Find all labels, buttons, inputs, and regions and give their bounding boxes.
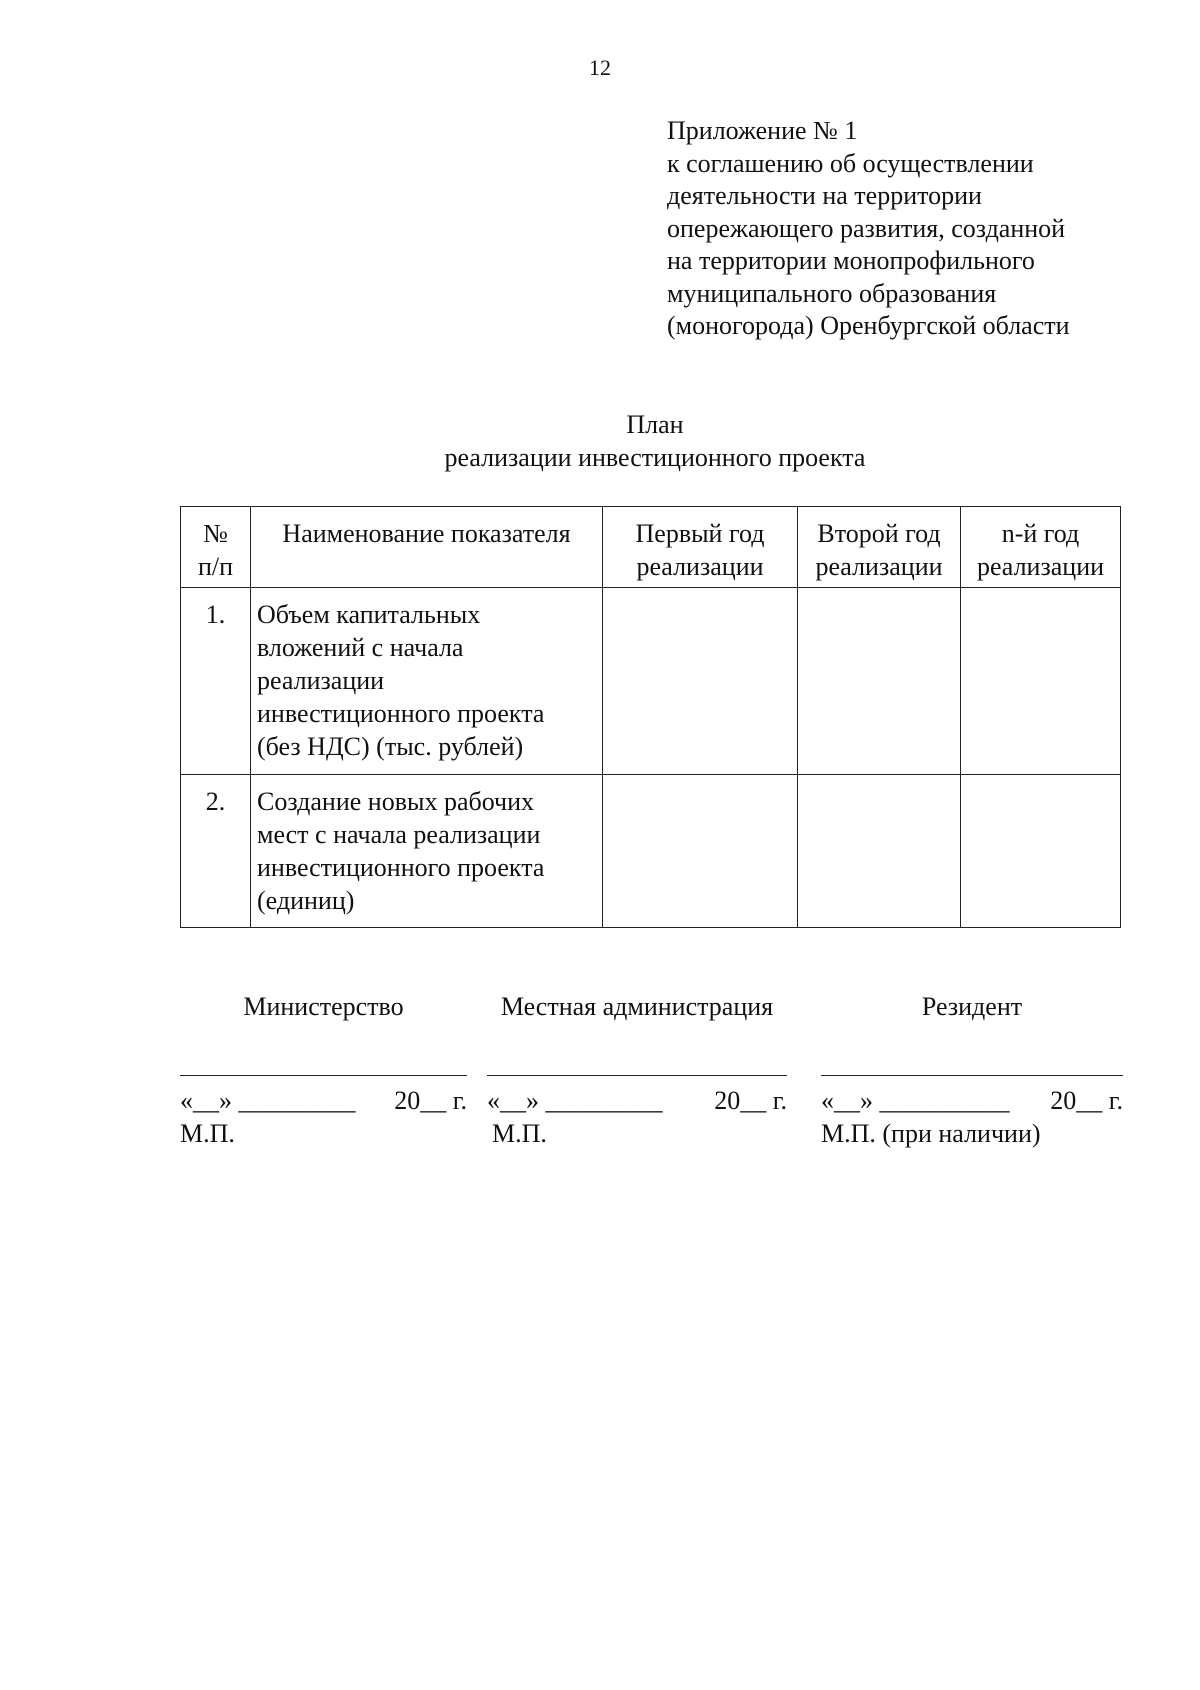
signature-resident [821,990,1123,1150]
row-indicator-name [251,775,603,928]
date-right: 20__ г. [714,1086,787,1115]
cell-second-year [798,775,961,928]
header-first-year [603,507,798,588]
document-title [0,408,1200,474]
header-nth-year [961,507,1121,588]
date-left: «__» _________ [487,1086,663,1115]
seal-label: М.П. (при наличии) [821,1119,1041,1148]
signature-date [821,1084,1123,1117]
header-second-year [798,507,961,588]
appendix-line: к соглашению об осуществлении [667,148,1034,178]
appendix-line: (моногорода) Оренбургской области [667,311,1070,340]
indicator-line: Создание новых рабочих [257,787,535,816]
cell-first-year [603,775,798,928]
seal-label: М.П. [180,1119,235,1148]
signature-party: Министерство [243,992,404,1021]
title-line-2: реализации инвестиционного проекта [444,443,866,472]
signature-line [487,1075,787,1076]
row-number: 1. [181,588,251,775]
appendix-line: Приложение № 1 [667,116,858,145]
date-left: «__» __________ [821,1086,1010,1115]
signature-date [487,1084,787,1117]
cell-second-year [798,588,961,775]
signature-party: Резидент [921,992,1023,1021]
plan-table [180,506,1121,928]
indicator-line: реализации [257,666,385,695]
table-row [181,588,1121,775]
header-name-line: Наименование показателя [282,519,571,548]
header-yearn-line: n-й год [1001,519,1080,548]
header-year1-line: реализации [636,552,764,581]
indicator-line: мест с начала реализации [257,820,541,849]
signature-line [821,1075,1123,1076]
signature-date [180,1084,467,1117]
table-header-row [181,507,1121,588]
seal-label: М.П. [492,1119,547,1148]
header-yearn-line: реализации [976,552,1105,581]
cell-nth-year [961,588,1121,775]
signature-party: Местная администрация [500,992,774,1021]
indicator-line: Объем капитальных [257,600,481,629]
header-indicator-name [251,507,603,588]
header-num-line: п/п [197,552,234,581]
appendix-line: на территории монопрофильного [667,246,1035,275]
header-year2-line: Второй год [817,519,941,548]
appendix-line: опережающего развития, созданной [667,213,1066,243]
cell-nth-year [961,775,1121,928]
signature-ministry [180,990,467,1150]
date-left: «__» _________ [180,1086,356,1115]
signature-local-administration [487,990,787,1150]
header-num [181,507,251,588]
appendix-line: муниципального образования [667,278,997,308]
indicator-line: (единиц) [257,886,355,915]
header-year2-line: реализации [815,552,943,581]
table-row [181,775,1121,928]
row-indicator-name [251,588,603,775]
indicator-line: инвестиционного проекта [257,699,545,728]
header-num-line: № [203,519,228,548]
date-right: 20__ г. [394,1086,467,1115]
appendix-line: деятельности на территории [667,181,982,210]
cell-first-year [603,588,798,775]
page-number: 12 [589,55,611,80]
indicator-line: вложений с начала [257,633,464,662]
indicator-line: (без НДС) (тыс. рублей) [257,732,524,761]
row-number: 2. [181,775,251,928]
date-right: 20__ г. [1050,1086,1123,1115]
signature-line [180,1075,467,1076]
appendix-block [667,115,1070,343]
title-line-1: План [626,410,684,439]
header-year1-line: Первый год [635,519,765,548]
indicator-line: инвестиционного проекта [257,853,545,882]
